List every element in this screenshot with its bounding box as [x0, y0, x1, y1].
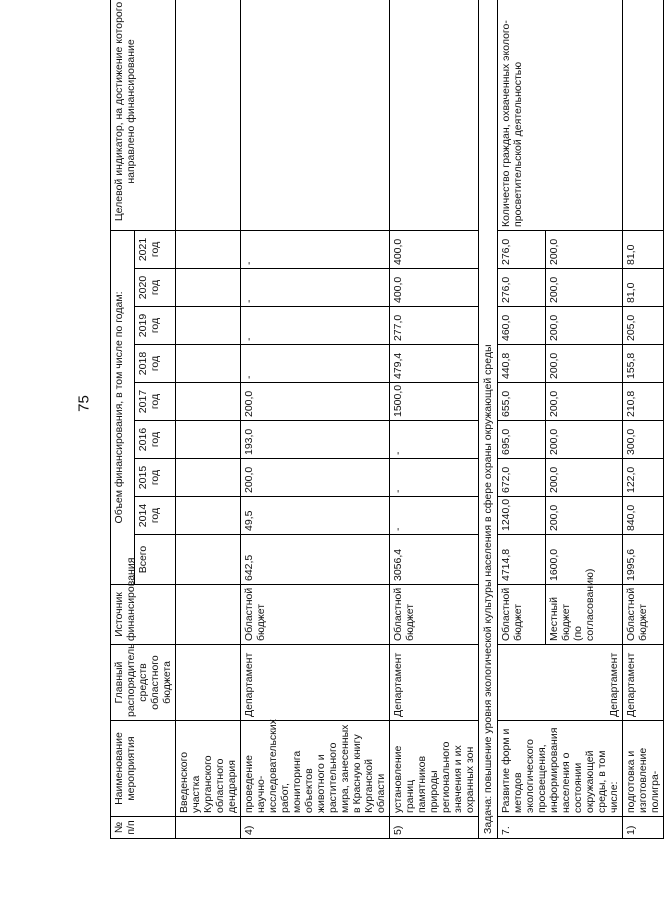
header-target: Целевой индикатор, на достижение которого направлено финансирование [111, 0, 176, 230]
row-target [623, 0, 664, 230]
row-year-value: 440,8 [498, 345, 546, 383]
row-target: Количество граждан, охваченных эколого-просветительской деятельностью [498, 0, 623, 230]
page-number: 75 [75, 395, 93, 412]
row-year-value: 200,0 [546, 421, 623, 459]
row-year-value: 695,0 [498, 421, 546, 459]
row-year-value: 479,4 [390, 345, 479, 383]
row-year-value: 200,0 [546, 307, 623, 345]
row-year-value: 400,0 [390, 230, 479, 268]
table-row [498, 0, 546, 839]
row-year-value: - [390, 421, 479, 459]
row-total: 3056,4 [390, 535, 479, 585]
row-num: 5) [390, 817, 479, 839]
row-year-value: 122,0 [623, 459, 664, 497]
header-year: 2015 год [135, 459, 176, 497]
row-source: Местный бюджет (по согласованию) [546, 585, 623, 645]
row-year-value: - [241, 307, 390, 345]
row-year-value: 210,8 [623, 383, 664, 421]
row-year-value: 1500,0 [390, 383, 479, 421]
row-year-value: 200,0 [546, 230, 623, 268]
row-year-value: 1240,0 [498, 497, 546, 535]
row-year-value: 840,0 [623, 497, 664, 535]
header-year: 2021 год [135, 230, 176, 268]
continuation-text: Введенского участка Курганского областного дендрария [176, 721, 241, 817]
row-name: Развитие форм и методов экологического просвещения, информирования населения о состоянии окружающей среды, в том числе: [498, 721, 623, 817]
header-funding-group: Объем финансирования, в том числе по годам: [111, 230, 135, 584]
row-manager: Департамент [623, 645, 664, 721]
row-year-value: 155,8 [623, 345, 664, 383]
row-year-value: 276,0 [498, 269, 546, 307]
row-year-value: - [241, 230, 390, 268]
row-total: 642,5 [241, 535, 390, 585]
row-num: 1) [623, 817, 664, 839]
row-source: Областной бюджет [498, 585, 546, 645]
row-num: 4) [241, 817, 390, 839]
row-source: Областной бюджет [623, 585, 664, 645]
row-year-value: - [390, 459, 479, 497]
row-year-value: 81,0 [623, 230, 664, 268]
row-target [390, 0, 479, 230]
rotated-table-wrapper [110, 1, 661, 839]
row-year-value: 49,5 [241, 497, 390, 535]
row-total: 4714,8 [498, 535, 546, 585]
row-year-value: 460,0 [498, 307, 546, 345]
header-total: Всего [135, 535, 176, 585]
row-year-value: 81,0 [623, 269, 664, 307]
row-year-value: 200,0 [546, 383, 623, 421]
row-source: Областной бюджет [241, 585, 390, 645]
header-year: 2019 год [135, 307, 176, 345]
row-name: проведение научно-исследовательских работ, мониторинга объектов животного и растительного мира, занесенных в Красную книгу Курганской области [241, 721, 390, 817]
row-year-value: 300,0 [623, 421, 664, 459]
row-source: Областной бюджет [390, 585, 479, 645]
row-year-value: 655,0 [498, 383, 546, 421]
header-year: 2017 год [135, 383, 176, 421]
row-total: 1995,6 [623, 535, 664, 585]
table-row [241, 0, 390, 839]
row-year-value: 200,0 [546, 345, 623, 383]
row-year-value: - [390, 497, 479, 535]
task-row [479, 0, 498, 839]
row-year-value: 200,0 [241, 383, 390, 421]
header-year: 2020 год [135, 269, 176, 307]
row-name: подготовка и изготовление полигра- [623, 721, 664, 817]
row-manager: Департамент [241, 645, 390, 721]
row-name: установление границ памятников природы регионального значения и их охранных зон [390, 721, 479, 817]
header-year: 2014 год [135, 497, 176, 535]
header-year: 2016 год [135, 421, 176, 459]
row-target [241, 0, 390, 230]
header-num: № п/п [111, 817, 176, 839]
row-year-value: 193,0 [241, 421, 390, 459]
row-year-value: 200,0 [241, 459, 390, 497]
row-year-value: 400,0 [390, 269, 479, 307]
row-year-value: - [241, 269, 390, 307]
header-source: Источник финансирования [111, 585, 176, 645]
row-year-value: 277,0 [390, 307, 479, 345]
header-name: Наименование мероприятия [111, 721, 176, 817]
table-row-continuation [176, 0, 241, 839]
row-year-value: - [241, 345, 390, 383]
row-year-value: 200,0 [546, 497, 623, 535]
task-text: Задача: повышение уровня экологической культуры населения в сфере охраны окружающей среды [479, 0, 498, 839]
table-row [623, 0, 664, 839]
header-year: 2018 год [135, 345, 176, 383]
header-manager: Главный распорядитель средств областного бюджета [111, 645, 176, 721]
row-total: 1600,0 [546, 535, 623, 585]
funding-table [110, 0, 664, 839]
row-manager: Департамент [498, 645, 623, 721]
row-num: 7. [498, 817, 623, 839]
row-year-value: 276,0 [498, 230, 546, 268]
row-manager: Департамент [390, 645, 479, 721]
row-year-value: 672,0 [498, 459, 546, 497]
row-year-value: 200,0 [546, 269, 623, 307]
row-year-value: 200,0 [546, 459, 623, 497]
row-year-value: 205,0 [623, 307, 664, 345]
table-row [390, 0, 479, 839]
